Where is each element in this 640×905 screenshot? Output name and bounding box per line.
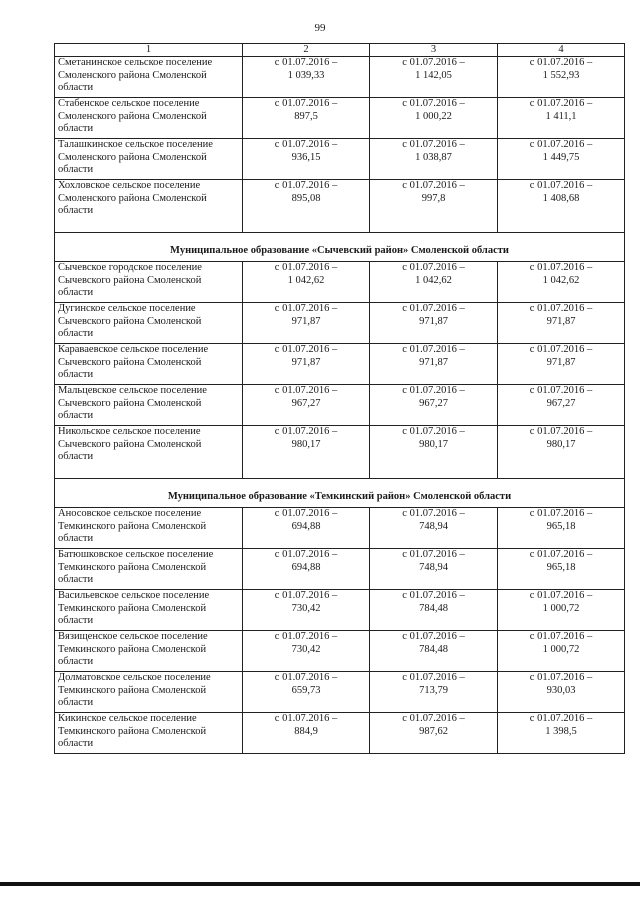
tariff-period: с 01.07.2016 – <box>402 549 465 560</box>
settlement-name: Талашкинское сельское поселение Смоленского района Смоленской области <box>55 139 243 180</box>
tariff-value: 971,87 <box>419 356 448 368</box>
tariff-cell-c2 <box>243 180 370 233</box>
column-number-3: 3 <box>370 44 498 57</box>
table-body <box>55 57 625 754</box>
tariff-value: 1 000,72 <box>542 643 580 655</box>
tariff-value: 694,88 <box>291 561 321 573</box>
tariff-value: 730,42 <box>291 643 321 655</box>
tariff-period: с 01.07.2016 – <box>402 672 465 683</box>
tariff-value: 1 042,62 <box>415 274 452 286</box>
tariff-value: 1 042,62 <box>542 274 580 286</box>
tariff-period: с 01.07.2016 – <box>529 139 593 150</box>
tariff-cell-c3 <box>370 672 498 713</box>
tariff-value: 897,5 <box>294 110 318 122</box>
settlement-name: Хохловское сельское поселение Смоленского района Смоленской области <box>55 180 243 233</box>
tariff-cell-c2 <box>243 549 370 590</box>
tariff-cell-c2 <box>243 139 370 180</box>
tariff-value: 694,88 <box>291 520 321 532</box>
table-row <box>55 508 625 549</box>
tariff-period: с 01.07.2016 – <box>402 344 465 355</box>
settlement-name: Вязищенское сельское поселение Темкинского района Смоленской области <box>55 631 243 672</box>
tariff-period: с 01.07.2016 – <box>274 713 338 724</box>
settlement-name: Аносовское сельское поселение Темкинского района Смоленской области <box>55 508 243 549</box>
tariff-period: с 01.07.2016 – <box>529 303 593 314</box>
footer-rule <box>0 882 640 886</box>
tariff-value: 1 552,93 <box>542 69 580 81</box>
tariff-value: 1 038,87 <box>415 151 452 163</box>
table-row <box>55 385 625 426</box>
tariff-period: с 01.07.2016 – <box>402 139 465 150</box>
tariff-value: 965,18 <box>546 520 576 532</box>
tariff-value: 967,27 <box>291 397 321 409</box>
tariff-period: с 01.07.2016 – <box>274 98 338 109</box>
tariff-period: с 01.07.2016 – <box>274 590 338 601</box>
tariff-value: 971,87 <box>291 315 321 327</box>
tariff-period: с 01.07.2016 – <box>529 631 593 642</box>
tariff-cell-c4 <box>498 180 625 233</box>
tariff-cell-c3 <box>370 385 498 426</box>
section-title: Муниципальное образование «Темкинский район» Смоленской области <box>55 479 625 508</box>
tariff-period: с 01.07.2016 – <box>402 303 465 314</box>
tariff-cell-c2 <box>243 590 370 631</box>
tariff-cell-c4 <box>498 385 625 426</box>
tariff-cell-c3 <box>370 57 498 98</box>
table-row <box>55 139 625 180</box>
tariff-value: 659,73 <box>291 684 321 696</box>
tariff-cell-c3 <box>370 426 498 479</box>
table-row <box>55 98 625 139</box>
tariff-cell-c4 <box>498 426 625 479</box>
tariff-cell-c2 <box>243 426 370 479</box>
tariff-value: 1 000,72 <box>542 602 580 614</box>
table-row <box>55 180 625 233</box>
column-number-4: 4 <box>498 44 625 57</box>
tariff-cell-c3 <box>370 139 498 180</box>
table-row <box>55 549 625 590</box>
tariff-period: с 01.07.2016 – <box>402 57 465 68</box>
tariff-value: 971,87 <box>291 356 321 368</box>
tariff-cell-c4 <box>498 672 625 713</box>
tariff-cell-c4 <box>498 590 625 631</box>
settlement-name: Сычевское городское поселение Сычевского района Смоленской области <box>55 262 243 303</box>
tariff-value: 1 449,75 <box>542 151 580 163</box>
tariff-period: с 01.07.2016 – <box>274 385 338 396</box>
tariff-value: 980,17 <box>546 438 576 450</box>
settlement-name: Батюшковское сельское поселение Темкинского района Смоленской области <box>55 549 243 590</box>
tariff-period: с 01.07.2016 – <box>529 180 593 191</box>
table-row <box>55 262 625 303</box>
tariff-value: 1 398,5 <box>545 725 577 737</box>
tariff-value: 987,62 <box>419 725 448 737</box>
tariff-cell-c3 <box>370 262 498 303</box>
tariff-cell-c3 <box>370 549 498 590</box>
tariff-value: 784,48 <box>419 643 448 655</box>
tariff-period: с 01.07.2016 – <box>402 262 465 273</box>
tariff-period: с 01.07.2016 – <box>274 549 338 560</box>
tariff-table <box>54 43 625 754</box>
tariff-value: 971,87 <box>546 315 576 327</box>
tariff-period: с 01.07.2016 – <box>402 426 465 437</box>
table-row <box>55 590 625 631</box>
column-number-header <box>55 44 625 57</box>
tariff-period: с 01.07.2016 – <box>402 385 465 396</box>
settlement-name: Дугинское сельское поселение Сычевского района Смоленской области <box>55 303 243 344</box>
column-number-1: 1 <box>55 44 243 57</box>
tariff-cell-c4 <box>498 98 625 139</box>
section-title: Муниципальное образование «Сычевский район» Смоленской области <box>55 233 625 262</box>
table-row <box>55 57 625 98</box>
tariff-cell-c3 <box>370 631 498 672</box>
section-header-row <box>55 479 625 508</box>
tariff-value: 980,17 <box>419 438 448 450</box>
settlement-name: Мальцевское сельское поселение Сычевского района Смоленской области <box>55 385 243 426</box>
tariff-period: с 01.07.2016 – <box>274 508 338 519</box>
settlement-name: Васильевское сельское поселение Темкинского района Смоленской области <box>55 590 243 631</box>
tariff-cell-c3 <box>370 344 498 385</box>
tariff-period: с 01.07.2016 – <box>274 631 338 642</box>
tariff-cell-c2 <box>243 344 370 385</box>
table-row <box>55 426 625 479</box>
tariff-period: с 01.07.2016 – <box>274 139 338 150</box>
tariff-period: с 01.07.2016 – <box>529 98 593 109</box>
tariff-cell-c3 <box>370 180 498 233</box>
tariff-value: 965,18 <box>546 561 576 573</box>
tariff-cell-c4 <box>498 508 625 549</box>
tariff-value: 748,94 <box>419 561 448 573</box>
tariff-period: с 01.07.2016 – <box>529 713 593 724</box>
tariff-period: с 01.07.2016 – <box>529 344 593 355</box>
table-row <box>55 713 625 754</box>
tariff-period: с 01.07.2016 – <box>402 180 465 191</box>
tariff-period: с 01.07.2016 – <box>529 426 593 437</box>
tariff-cell-c2 <box>243 508 370 549</box>
tariff-period: с 01.07.2016 – <box>274 303 338 314</box>
tariff-period: с 01.07.2016 – <box>274 672 338 683</box>
settlement-name: Долматовское сельское поселение Темкинского района Смоленской области <box>55 672 243 713</box>
tariff-period: с 01.07.2016 – <box>274 180 338 191</box>
tariff-value: 971,87 <box>546 356 576 368</box>
tariff-period: с 01.07.2016 – <box>529 549 593 560</box>
table-row <box>55 631 625 672</box>
table-row <box>55 672 625 713</box>
tariff-value: 784,48 <box>419 602 448 614</box>
tariff-cell-c3 <box>370 713 498 754</box>
tariff-value: 1 000,22 <box>415 110 452 122</box>
tariff-period: с 01.07.2016 – <box>402 508 465 519</box>
tariff-value: 1 042,62 <box>287 274 325 286</box>
tariff-cell-c2 <box>243 631 370 672</box>
tariff-cell-c2 <box>243 713 370 754</box>
tariff-cell-c2 <box>243 303 370 344</box>
tariff-cell-c2 <box>243 98 370 139</box>
tariff-period: с 01.07.2016 – <box>402 590 465 601</box>
tariff-value: 967,27 <box>546 397 576 409</box>
tariff-value: 1 408,68 <box>542 192 580 204</box>
tariff-cell-c4 <box>498 139 625 180</box>
table-row <box>55 303 625 344</box>
tariff-cell-c2 <box>243 262 370 303</box>
tariff-cell-c4 <box>498 549 625 590</box>
tariff-value: 980,17 <box>291 438 321 450</box>
tariff-value: 971,87 <box>419 315 448 327</box>
tariff-value: 1 039,33 <box>287 69 325 81</box>
page-number: 99 <box>314 22 326 34</box>
tariff-value: 730,42 <box>291 602 321 614</box>
tariff-period: с 01.07.2016 – <box>274 426 338 437</box>
tariff-cell-c4 <box>498 303 625 344</box>
tariff-period: с 01.07.2016 – <box>402 713 465 724</box>
tariff-cell-c2 <box>243 672 370 713</box>
tariff-period: с 01.07.2016 – <box>274 262 338 273</box>
tariff-cell-c3 <box>370 508 498 549</box>
tariff-cell-c4 <box>498 713 625 754</box>
tariff-period: с 01.07.2016 – <box>274 57 338 68</box>
tariff-cell-c3 <box>370 303 498 344</box>
tariff-value: 930,03 <box>546 684 576 696</box>
tariff-period: с 01.07.2016 – <box>402 98 465 109</box>
tariff-period: с 01.07.2016 – <box>274 344 338 355</box>
tariff-cell-c3 <box>370 590 498 631</box>
settlement-name: Никольское сельское поселение Сычевского района Смоленской области <box>55 426 243 479</box>
tariff-period: с 01.07.2016 – <box>402 631 465 642</box>
settlement-name: Кикинское сельское поселение Темкинского района Смоленской области <box>55 713 243 754</box>
column-number-2: 2 <box>243 44 370 57</box>
tariff-period: с 01.07.2016 – <box>529 590 593 601</box>
tariff-period: с 01.07.2016 – <box>529 57 593 68</box>
tariff-value: 1 142,05 <box>415 69 452 81</box>
tariff-period: с 01.07.2016 – <box>529 672 593 683</box>
tariff-value: 884,9 <box>294 725 318 737</box>
tariff-period: с 01.07.2016 – <box>529 262 593 273</box>
tariff-value: 895,08 <box>291 192 321 204</box>
tariff-value: 936,15 <box>291 151 321 163</box>
tariff-period: с 01.07.2016 – <box>529 385 593 396</box>
tariff-cell-c2 <box>243 57 370 98</box>
settlement-name: Сметанинское сельское поселение Смоленского района Смоленской области <box>55 57 243 98</box>
table-row <box>55 344 625 385</box>
tariff-value: 713,79 <box>419 684 448 696</box>
tariff-cell-c3 <box>370 98 498 139</box>
section-header-row <box>55 233 625 262</box>
tariff-cell-c4 <box>498 631 625 672</box>
settlement-name: Караваевское сельское поселение Сычевского района Смоленской области <box>55 344 243 385</box>
tariff-value: 1 411,1 <box>545 110 577 122</box>
tariff-cell-c4 <box>498 57 625 98</box>
tariff-cell-c4 <box>498 262 625 303</box>
tariff-value: 967,27 <box>419 397 448 409</box>
tariff-cell-c4 <box>498 344 625 385</box>
tariff-value: 997,8 <box>421 192 446 204</box>
tariff-cell-c2 <box>243 385 370 426</box>
tariff-period: с 01.07.2016 – <box>529 508 593 519</box>
tariff-value: 748,94 <box>419 520 448 532</box>
settlement-name: Стабенское сельское поселение Смоленского района Смоленской области <box>55 98 243 139</box>
